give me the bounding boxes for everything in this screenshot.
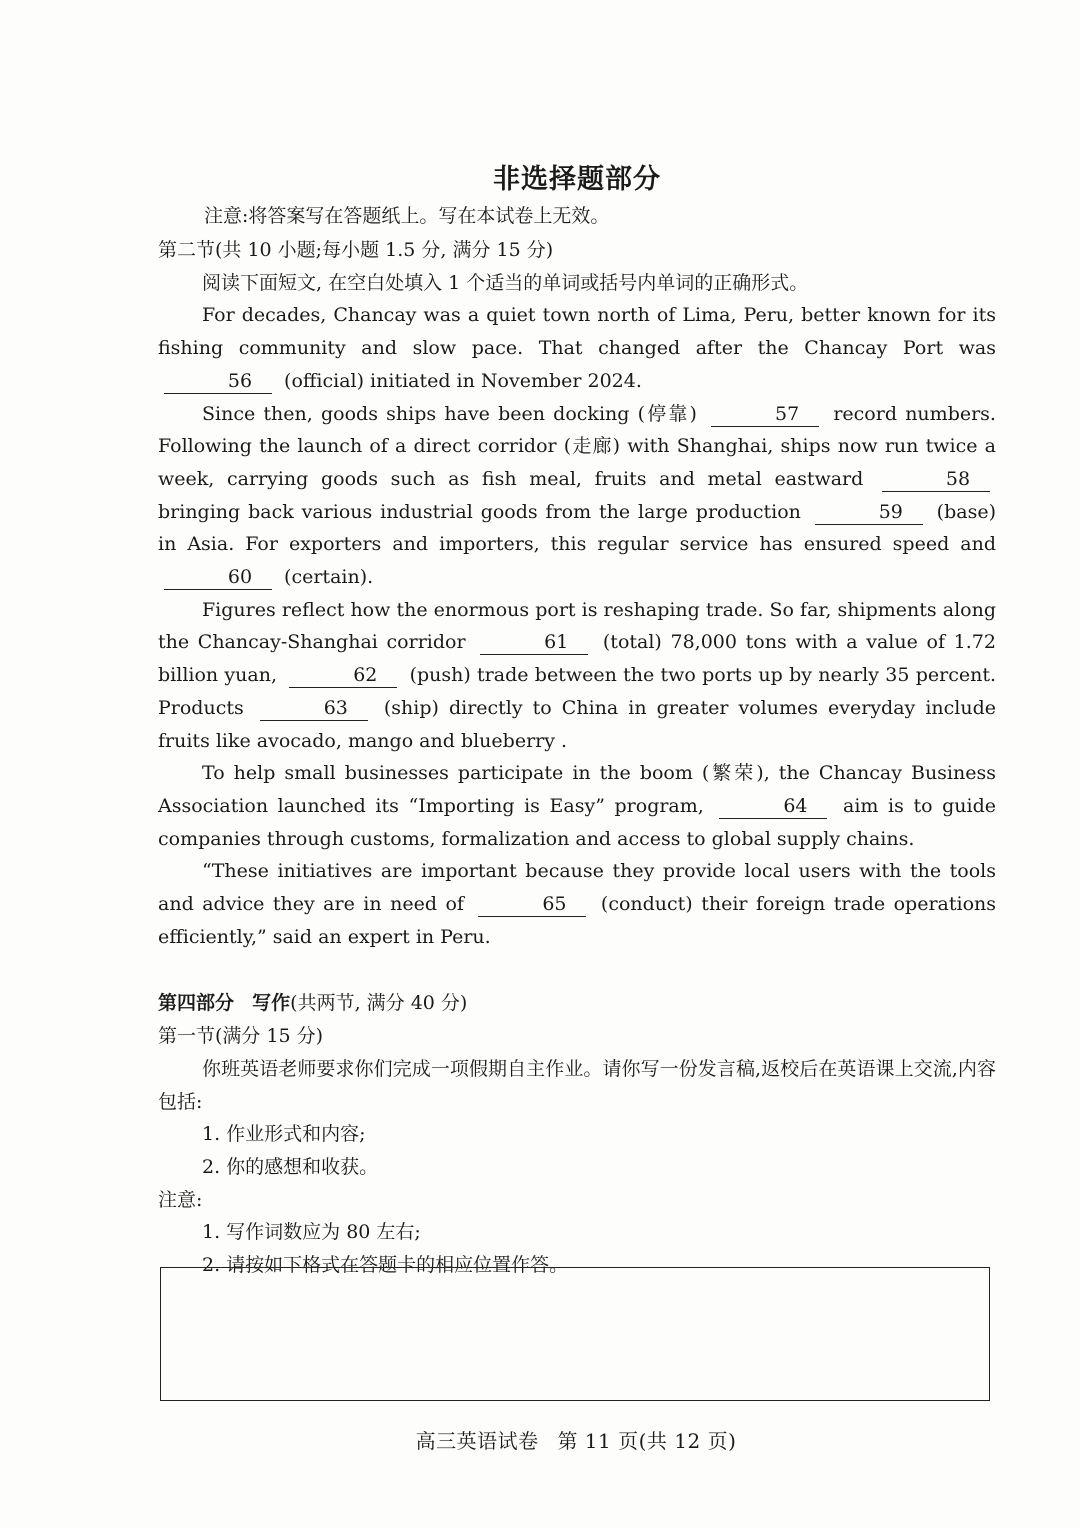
note-item: 2. 请按如下格式在答题卡的相应位置作答。 bbox=[202, 1254, 569, 1277]
footer-page-number: 第 11 页(共 12 页) bbox=[557, 1429, 737, 1453]
part-4-score: (共两节, 满分 40 分) bbox=[290, 992, 468, 1015]
passage-text: (total) 78,000 tons with a value of 1.72 billion yuan, bbox=[158, 631, 996, 687]
blank-61[interactable]: 61 bbox=[480, 630, 588, 655]
note-label: 注意: bbox=[158, 1188, 203, 1211]
passage-text: (official) initiated in November 2024. bbox=[284, 369, 642, 392]
blank-59[interactable]: 59 bbox=[815, 500, 923, 525]
blank-57[interactable]: 57 bbox=[711, 402, 819, 427]
blank-56[interactable]: 56 bbox=[164, 369, 272, 394]
passage-paragraph-5 bbox=[158, 855, 996, 953]
note-item: 1. 写作词数应为 80 左右; bbox=[202, 1221, 421, 1244]
passage-text: Since then, goods ships have been docking (停靠) bbox=[202, 402, 697, 425]
writing-item: 2. 你的感想和收获。 bbox=[202, 1155, 379, 1178]
passage-text: (ship) directly to China in greater volumes everyday include fruits like avocado, mango and blueberry . bbox=[158, 696, 996, 752]
part-4-title: 写作 bbox=[252, 992, 291, 1015]
blank-64[interactable]: 64 bbox=[719, 794, 827, 819]
part-4-heading bbox=[158, 987, 996, 1020]
blank-65[interactable]: 65 bbox=[478, 892, 586, 917]
passage-text: For decades, Chancay was a quiet town north of Lima, Peru, better known for its fishing community and slow pace. That changed after the Chancay Port was bbox=[158, 304, 996, 360]
page-footer bbox=[0, 1425, 1080, 1454]
section-2-heading: 第二节(共 10 小题;每小题 1.5 分, 满分 15 分) bbox=[158, 239, 554, 261]
section-2-instruction: 阅读下面短文, 在空白处填入 1 个适当的单词或括号内单词的正确形式。 bbox=[202, 271, 809, 294]
blank-60[interactable]: 60 bbox=[164, 565, 272, 590]
passage-paragraph-3 bbox=[158, 594, 996, 758]
blank-58[interactable]: 58 bbox=[882, 467, 990, 492]
passage-text: To help small businesses participate in the boom (繁荣), the Chancay Business Association launched its “Importing is Easy” program, bbox=[158, 762, 996, 817]
part-4-subheading: 第一节(满分 15 分) bbox=[158, 1025, 324, 1048]
footer-subject: 高三英语试卷 bbox=[415, 1429, 539, 1453]
passage-text: (conduct) their foreign trade operations efficiently,” said an expert in Peru. bbox=[158, 893, 997, 948]
passage-paragraph-2 bbox=[158, 398, 996, 594]
writing-item: 1. 作业形式和内容; bbox=[202, 1123, 366, 1146]
passage-text: (base) in Asia. For exporters and importers, this regular service has ensured speed and bbox=[158, 500, 996, 556]
part-4-label: 第四部分 bbox=[158, 992, 235, 1015]
passage-text: Figures reflect how the enormous port is reshaping trade. So far, shipments along the Chancay-Shanghai corridor bbox=[158, 598, 996, 654]
notice-text: 注意:将答案写在答题纸上。写在本试卷上无效。 bbox=[204, 205, 610, 227]
passage-text: (certain). bbox=[284, 566, 374, 589]
exam-page bbox=[158, 160, 996, 1282]
passage-text: aim is to guide companies through customs, formalization and access to global supply chains. bbox=[158, 794, 996, 850]
passage-text: “These initiatives are important because they provide local users with the tools and advice they are in need of bbox=[158, 860, 996, 916]
passage-text: record numbers. Following the launch of a direct corridor (走廊) with Shanghai, ships now run twice a week, carrying goods such as fish meal, fruits and metal eastward bbox=[158, 402, 996, 490]
page-title: 非选择题部分 bbox=[493, 164, 661, 195]
passage-paragraph-4 bbox=[158, 757, 996, 855]
blank-63[interactable]: 63 bbox=[260, 696, 368, 721]
answer-box[interactable] bbox=[160, 1267, 990, 1401]
section-spacer bbox=[158, 953, 996, 987]
blank-62[interactable]: 62 bbox=[289, 663, 397, 688]
writing-prompt: 你班英语老师要求你们完成一项假期自主作业。请你写一份发言稿,返校后在英语课上交流,内容包括: bbox=[158, 1057, 996, 1113]
passage-text: bringing back various industrial goods from the large production bbox=[158, 500, 801, 523]
passage-paragraph-1 bbox=[158, 299, 996, 397]
passage-text: (push) trade between the two ports up by nearly 35 percent. Products bbox=[158, 664, 996, 719]
